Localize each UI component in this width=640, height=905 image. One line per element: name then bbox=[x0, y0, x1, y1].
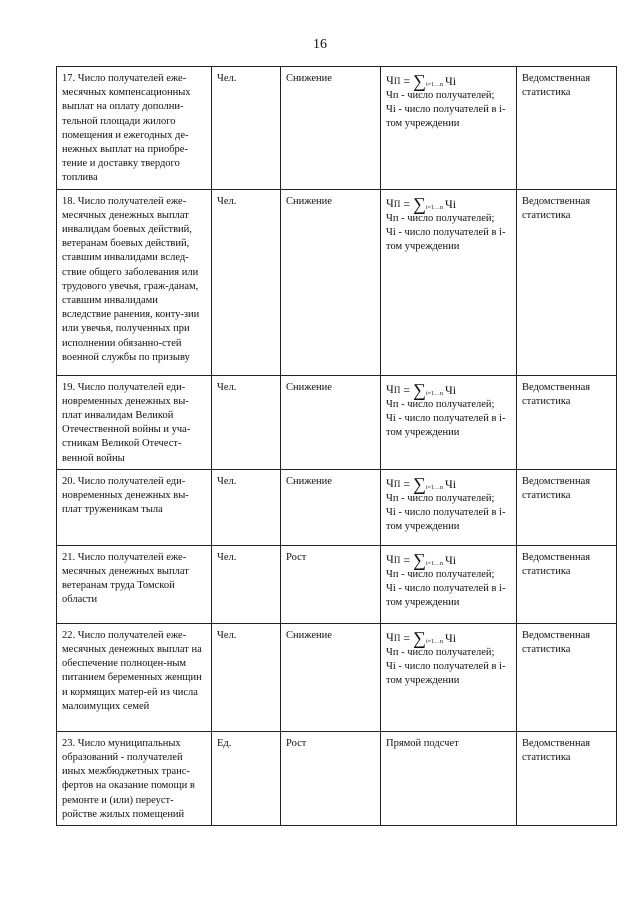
table-row bbox=[57, 375, 617, 469]
formula-cell bbox=[381, 375, 517, 469]
source-cell: Ведомственная статистика bbox=[517, 67, 617, 190]
formula-desc: Чi - число получателей в i-том учреждении bbox=[386, 226, 506, 253]
trend-cell: Снижение bbox=[281, 189, 381, 375]
formula-eq: = bbox=[403, 630, 411, 645]
indicator-cell: 17. Число получателей еже-месячных компенсационных выплат на оплату дополни-тельной площади жилого помещения и ежегодных де-нежных выплат на приобре-тение и доставку твердого топлива bbox=[57, 67, 212, 190]
source-cell: Ведомственная статистика bbox=[517, 189, 617, 375]
formula-desc: Чп - число получателей; bbox=[386, 492, 495, 504]
unit-cell: Чел. bbox=[212, 189, 281, 375]
formula-rhs: Чi bbox=[445, 74, 457, 88]
indicator-cell: 20. Число получателей еди-новременных денежных вы-плат труженикам тыла bbox=[57, 469, 212, 545]
formula-cell bbox=[381, 545, 517, 623]
formula-cell bbox=[381, 623, 517, 731]
formula-desc: Чi - число получателей в i-том учреждении bbox=[386, 661, 506, 687]
formula-eq: = bbox=[403, 476, 411, 491]
trend-cell: Рост bbox=[281, 545, 381, 623]
formula-cell bbox=[381, 469, 517, 545]
formula bbox=[386, 72, 512, 89]
formula-range: i=1…n bbox=[425, 638, 443, 645]
formula-desc: Чп - число получателей; bbox=[386, 90, 495, 101]
formula-lhs: ЧП bbox=[386, 381, 401, 396]
trend-cell: Рост bbox=[281, 731, 381, 825]
table-row bbox=[57, 469, 617, 545]
formula-eq: = bbox=[403, 382, 411, 397]
formula-cell bbox=[381, 67, 517, 190]
formula-range: i=1…n bbox=[425, 82, 443, 88]
indicators-table bbox=[56, 66, 617, 826]
formula-rhs: Чi bbox=[445, 476, 457, 491]
trend-cell: Снижение bbox=[281, 623, 381, 731]
indicator-cell: 21. Число получателей еже-месячных денежных выплат ветеранам труда Томской области bbox=[57, 545, 212, 623]
formula-cell bbox=[381, 189, 517, 375]
method-cell: Прямой подсчет bbox=[381, 731, 517, 825]
table-row bbox=[57, 623, 617, 731]
formula-range: i=1…n bbox=[425, 484, 443, 491]
sum-icon: ∑ bbox=[413, 71, 426, 91]
unit-cell: Чел. bbox=[212, 375, 281, 469]
source-cell: Ведомственная статистика bbox=[517, 545, 617, 623]
source-cell: Ведомственная статистика bbox=[517, 731, 617, 825]
formula-desc: Чi - число получателей в i-том учреждении bbox=[386, 583, 506, 609]
sum-icon: ∑ bbox=[413, 627, 426, 648]
formula-rhs: Чi bbox=[445, 552, 457, 567]
formula-eq: = bbox=[403, 552, 411, 567]
formula-lhs: ЧП bbox=[386, 551, 401, 566]
formula-lhs: ЧП bbox=[386, 195, 401, 210]
formula-eq: = bbox=[403, 196, 411, 211]
table-row bbox=[57, 545, 617, 623]
formula-desc: Чi - число получателей в i-том учреждении bbox=[386, 507, 506, 533]
sum-icon: ∑ bbox=[413, 549, 426, 570]
formula-desc: Чп - число получателей; bbox=[386, 212, 495, 224]
formula-desc: Чп - число получателей; bbox=[386, 646, 495, 658]
indicator-cell: 22. Число получателей еже-месячных денежных выплат на обеспечение полноцен-ным питанием беременных женщин и кормящих матер-ей из числа малоимущих семей bbox=[57, 623, 212, 731]
sum-icon: ∑ bbox=[413, 379, 426, 400]
sum-icon: ∑ bbox=[413, 193, 426, 214]
page-number: 16 bbox=[313, 37, 327, 52]
source-cell: Ведомственная статистика bbox=[517, 469, 617, 545]
indicator-cell: 23. Число муниципальных образований - получателей иных межбюджетных транс-фертов на оказание помощи в ремонте и (или) переуст-ройстве жилых помещений bbox=[57, 731, 212, 825]
indicator-cell: 18. Число получателей еже-месячных денежных выплат инвалидам боевых действий, ветеранам боевых действий, ставшим инвалидами вслед-ствие общего заболевания или трудового увечья, граж-данам, ставшим инвалидами вследствие ранения, конту-зии или увечья, полученных при исполнении обязанно-стей военной службы по призыву bbox=[57, 189, 212, 375]
unit-cell: Чел. bbox=[212, 469, 281, 545]
formula-range: i=1…n bbox=[425, 204, 443, 211]
formula-range: i=1…n bbox=[425, 390, 443, 397]
trend-cell: Снижение bbox=[281, 469, 381, 545]
formula bbox=[386, 475, 512, 492]
unit-cell: Чел. bbox=[212, 67, 281, 190]
sum-icon: ∑ bbox=[413, 473, 426, 494]
source-cell: Ведомственная статистика bbox=[517, 375, 617, 469]
trend-cell: Снижение bbox=[281, 67, 381, 190]
unit-cell: Чел. bbox=[212, 545, 281, 623]
unit-cell: Ед. bbox=[212, 731, 281, 825]
source-cell: Ведомственная статистика bbox=[517, 623, 617, 731]
formula bbox=[386, 195, 512, 212]
formula-desc: Чп - число получателей; bbox=[386, 398, 495, 410]
formula bbox=[386, 551, 512, 568]
formula-range: i=1…n bbox=[425, 560, 443, 567]
table-row bbox=[57, 731, 617, 825]
formula-lhs: ЧП bbox=[386, 629, 401, 644]
table-row bbox=[57, 67, 617, 190]
formula bbox=[386, 381, 512, 398]
formula-eq: = bbox=[403, 74, 411, 88]
formula-desc: Чi - число получателей в i-том учреждении bbox=[386, 412, 506, 439]
unit-cell: Чел. bbox=[212, 623, 281, 731]
formula-rhs: Чi bbox=[445, 196, 457, 211]
trend-cell: Снижение bbox=[281, 375, 381, 469]
table-row bbox=[57, 189, 617, 375]
formula-desc: Чi - число получателей в i-том учреждении bbox=[386, 104, 506, 130]
formula-rhs: Чi bbox=[445, 630, 457, 645]
formula-rhs: Чi bbox=[445, 382, 457, 397]
formula-desc: Чп - число получателей; bbox=[386, 568, 495, 580]
formula-lhs: ЧП bbox=[386, 475, 401, 490]
formula bbox=[386, 629, 512, 646]
formula-lhs: ЧП bbox=[386, 73, 401, 87]
indicator-cell: 19. Число получателей еди-новременных денежных вы-плат инвалидам Великой Отечественной войны и уча-стникам Великой Отечест-венной войны bbox=[57, 375, 212, 469]
